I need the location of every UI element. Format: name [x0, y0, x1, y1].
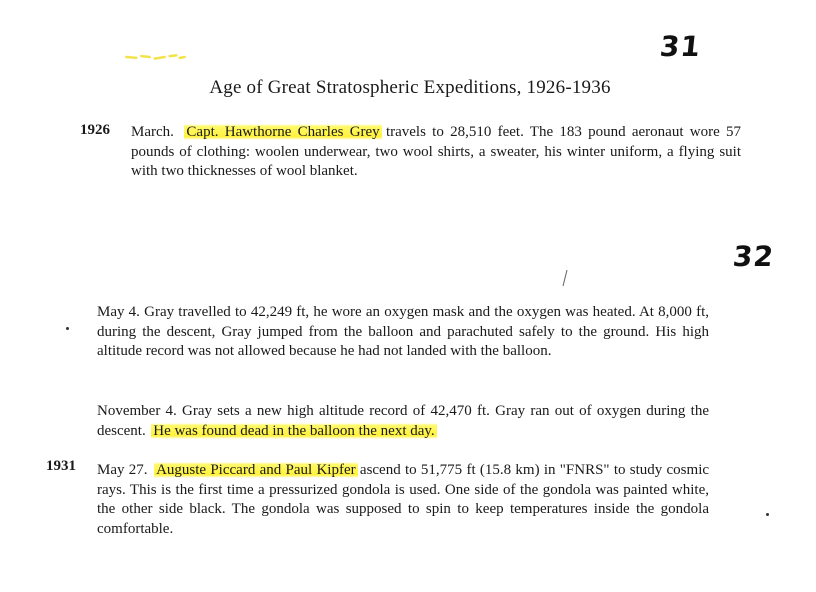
entry-text: November 4. Gray sets a new high altitude record of 42,470 ft. Gray ran out of oxygen during the descent.	[97, 403, 709, 439]
entry-november-4	[97, 402, 709, 441]
year-label-1926: 1926	[80, 122, 110, 138]
year-label-1931: 1931	[46, 458, 76, 474]
entry-1931-may-27	[97, 461, 709, 539]
handwritten-page-number-32: 32	[731, 240, 776, 273]
entry-lead: May 27.	[97, 462, 148, 478]
scan-speck	[66, 327, 69, 330]
scan-speck	[766, 513, 769, 516]
entry-1926-march	[131, 123, 741, 182]
handwritten-page-number-31: 31	[658, 30, 703, 63]
entry-may-4: May 4. Gray travelled to 42,249 ft, he wore an oxygen mask and the oxygen was heated. At 8,000 ft, during the descent, Gray jumped from the balloon and parachuted safely to the ground. His high altitude record was not allowed because he had not landed with the balloon.	[97, 304, 709, 359]
entry-lead: March.	[131, 124, 174, 140]
highlighter-smudge	[118, 52, 198, 62]
entry-text: ascend to 51,775 ft (15.8 km) in "FNRS" to study cosmic rays. This is the first time a pressurized gondola is used. One side of the gondola was painted white, the other side black. The gondola was supposed to spin to keep temperatures inside the gondola comfortable.	[97, 462, 710, 537]
highlighted-sentence: He was found dead in the balloon the next day.	[153, 422, 435, 439]
pen-stroke-mark	[560, 268, 570, 288]
entry-text: travels to 28,510 feet. The 183 pound aeronaut wore 57 pounds of clothing: woolen underwear, two wool shirts, a sweater, his winter uniform, a flying suit with two thicknesses of wool blanket.	[131, 124, 741, 179]
highlighted-names: Auguste Piccard and Paul Kipfer	[156, 462, 356, 478]
highlighted-name: Capt. Hawthorne Charles Grey	[186, 124, 380, 140]
document-title: Age of Great Stratospheric Expeditions, 1926-1936	[209, 77, 611, 98]
